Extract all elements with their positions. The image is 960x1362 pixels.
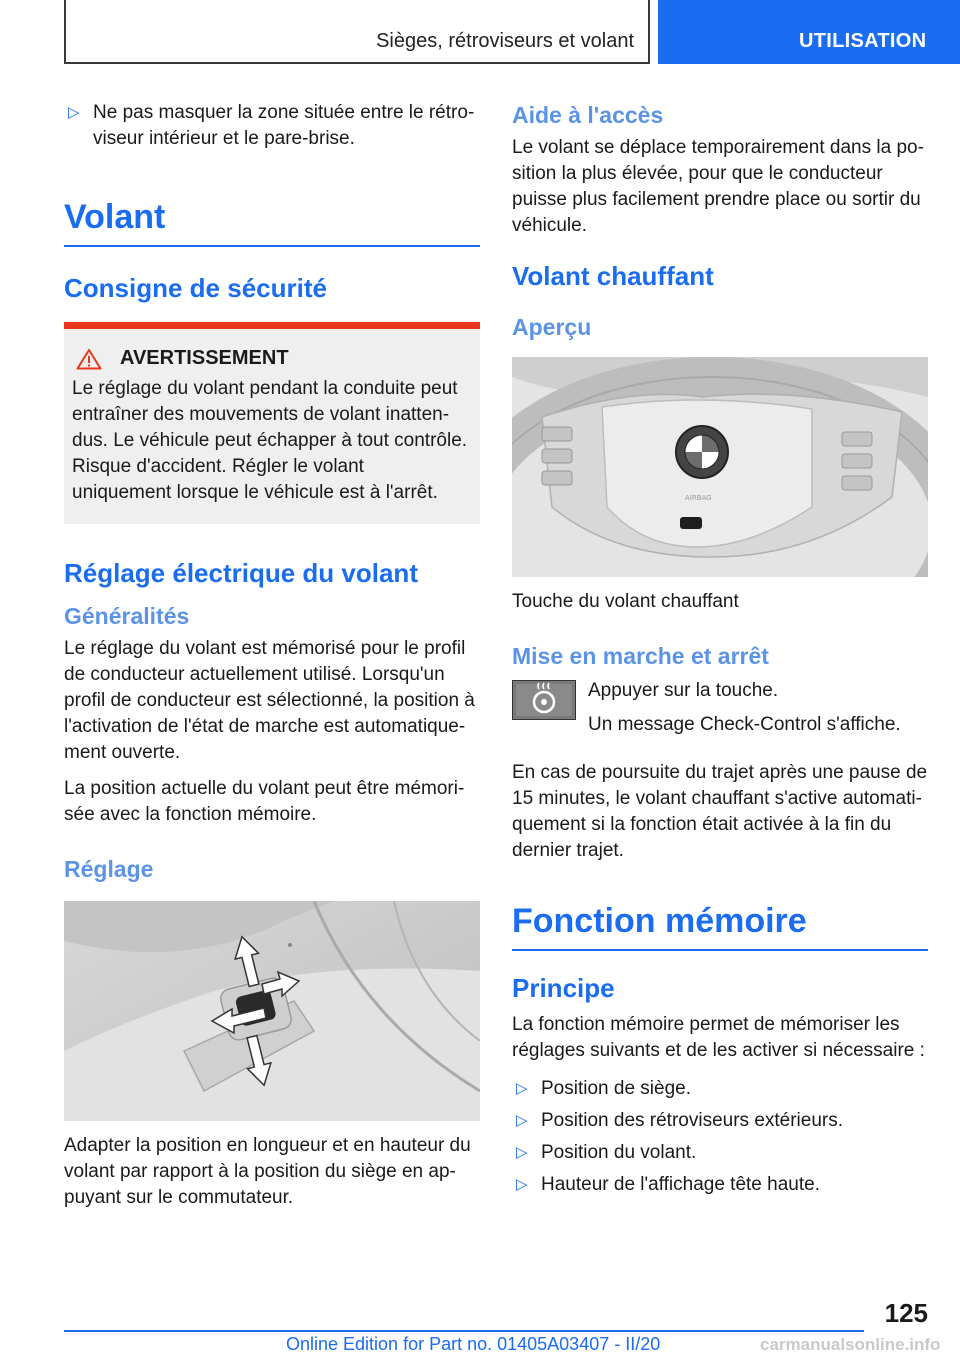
heading-electric-adjust: Réglage électrique du volant — [64, 558, 418, 588]
access-aid-text: Le volant se déplace temporairement dans la position la plus élevée, pour que le conducteur puisse plus facilement prendre place ou sortir du véhicule. — [512, 137, 924, 236]
header-section-title: Sièges, rétroviseurs et volant — [376, 30, 634, 52]
bullet-triangle-icon: ▷ — [516, 1112, 528, 1129]
principle-text: La fonction mémoire permet de mémoriser les réglages suivants et de les activer si nécessaire : — [512, 1014, 925, 1061]
bullet-triangle-icon: ▷ — [68, 104, 80, 121]
list-item: ▷ Position du volant. — [512, 1140, 928, 1166]
bullet-triangle-icon: ▷ — [516, 1176, 528, 1193]
heading-memory-function: Fonction mémoire — [512, 902, 928, 951]
resume-text: En cas de poursuite du trajet après une pause de 15 minutes, le volant chauffant s'active automatiquement si la fonction était activée à la fin du dernier trajet. — [512, 762, 928, 861]
heated-wheel-instructions — [588, 678, 901, 746]
left-column — [64, 100, 480, 1239]
intro-bullet-text: Ne pas masquer la zone située entre le rétroviseur intérieur et le pare-brise. — [93, 102, 475, 149]
warning-text: Le réglage du volant pendant la conduite peut entraîner des mouvements de volant inattendus. Le véhicule peut échapper à tout contrôle. Risque d'accident. Régler le volant uniquement lorsque le véhicule est à l'arrêt. — [72, 378, 468, 503]
adjust-caption: Adapter la position en longueur et en hauteur du volant par rapport à la position du siège en appuyant sur le commutateur. — [64, 1135, 471, 1208]
footer-edition: Online Edition for Part no. 01405A03407 - II/20 — [286, 1334, 661, 1354]
memory-items-list — [512, 1076, 928, 1198]
general-paragraph-1: Le réglage du volant est mémorisé pour le profil de conducteur actuellement utilisé. Lorsqu'un profil de conducteur est sélectionné, la position à l'activation de l'état de marche est automatiquement ouverte. — [64, 638, 475, 763]
bullet-triangle-icon: ▷ — [516, 1144, 528, 1161]
heated-wheel-caption: Touche du volant chauffant — [512, 591, 739, 612]
check-control-message: Un message Check-Control s'affiche. — [588, 714, 901, 735]
heading-overview: Aperçu — [512, 314, 592, 340]
press-instruction: Appuyer sur la touche. — [588, 680, 779, 701]
general-paragraph-2: La position actuelle du volant peut être mémorisée avec la fonction mémoire. — [64, 778, 465, 825]
heading-access-aid: Aide à l'accès — [512, 102, 664, 128]
watermark: carmanualsonline.info — [760, 1335, 941, 1354]
steering-column-switch-photo — [64, 901, 480, 1121]
airbag-label: AIRBAG — [685, 494, 712, 502]
footer-divider — [64, 1330, 864, 1332]
header-chapter-tab[interactable] — [658, 0, 960, 64]
intro-bullet — [64, 100, 480, 152]
heading-safety: Consigne de sécurité — [64, 273, 327, 303]
bullet-triangle-icon: ▷ — [516, 1080, 528, 1097]
heading-on-off: Mise en marche et arrêt — [512, 643, 769, 669]
heading-general: Généralités — [64, 603, 190, 629]
heated-steering-wheel-button-icon[interactable] — [512, 680, 576, 720]
header-section-box — [64, 0, 650, 64]
list-item: ▷ Hauteur de l'affichage tête haute. — [512, 1172, 928, 1198]
heading-adjust: Réglage — [64, 856, 154, 882]
header-chapter-title: UTILISATION — [799, 30, 927, 52]
page-number: 125 — [884, 1298, 928, 1328]
heated-wheel-button-row — [512, 678, 928, 746]
heading-volant: Volant — [64, 198, 480, 247]
warning-title: AVERTISSEMENT — [120, 347, 289, 369]
warning-triangle-icon — [76, 348, 102, 370]
heading-heated-wheel: Volant chauffant — [512, 261, 714, 291]
warning-box — [64, 322, 480, 524]
heading-principle: Principe — [512, 973, 615, 1003]
heated-steering-wheel-photo — [512, 357, 928, 577]
list-item: ▷ Position des rétroviseurs extérieurs. — [512, 1108, 928, 1134]
right-column — [512, 100, 928, 1204]
list-item: ▷ Position de siège. — [512, 1076, 928, 1102]
warning-title-row — [72, 347, 468, 370]
